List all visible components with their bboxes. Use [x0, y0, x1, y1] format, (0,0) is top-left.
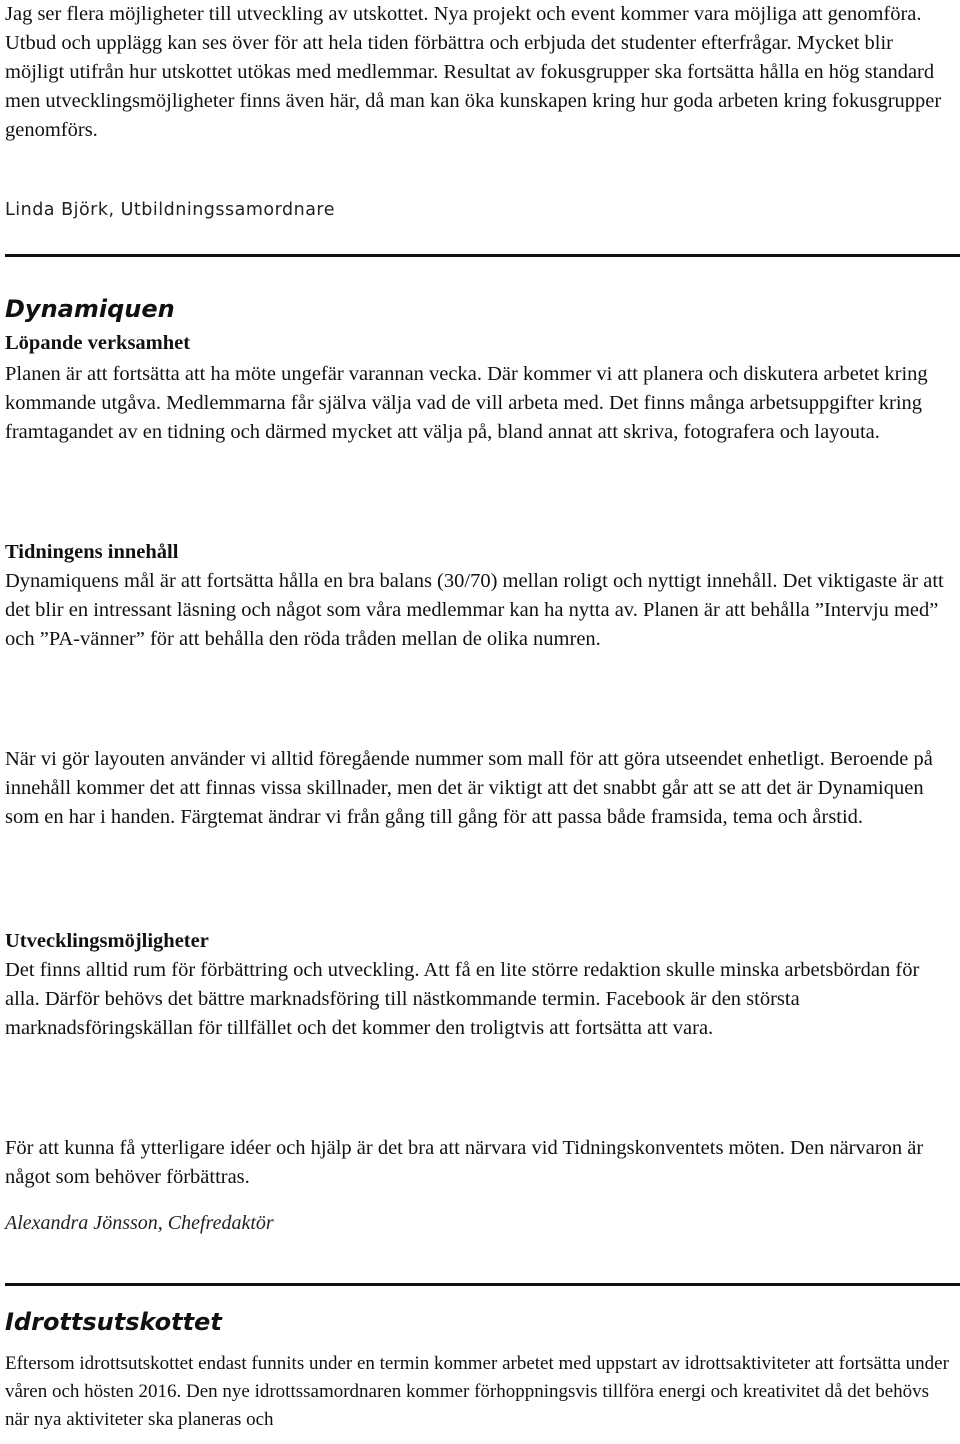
konvent-paragraph: För att kunna få ytterligare idéer och hjälp är det bra att närvara vid Tidningskonventets möten. Den närvaron är något som behöver förbättras. [5, 1137, 924, 1188]
layout-section [5, 745, 955, 832]
subheading-development: Utvecklingsmöjligheter [5, 930, 209, 952]
dynamiquen-signature-block [5, 1209, 955, 1238]
intro-signature-block [5, 196, 955, 225]
intro-section [5, 0, 955, 145]
layout-paragraph: När vi gör layouten använder vi alltid föregående nummer som mall för att göra utseendet enhetligt. Beroende på innehåll kommer det att finnas vissa skillnader, men det är viktigt att det snabbt går att se att det är Dynamiquen som en har i handen. Färgtemat ändrar vi från gång till gång för att passa både framsida, tema och årstid. [5, 748, 933, 828]
idrott-section [5, 1306, 955, 1434]
konvent-section [5, 1134, 955, 1192]
content-section [5, 538, 955, 654]
running-paragraph: Planen är att fortsätta att ha möte ungefär varannan vecka. Där kommer vi att planera och diskutera arbetet kring kommande utgåva. Medlemmarna får själva välja vad de vill arbeta med. Det finns många arbetsuppgifter kring framtagandet av en tidning och därmed mycket att välja på, bland annat att skriva, fotografera och layouta. [5, 363, 928, 443]
dynamiquen-section [5, 293, 955, 447]
content-paragraph: Dynamiquens mål är att fortsätta hålla en bra balans (30/70) mellan roligt och nyttigt innehåll. Det viktigaste är att det blir en intressant läsning och något som våra medlemmar kan ha nytta av. Planen är att behålla ”Intervju med” och ”PA-vänner” för att behålla den röda tråden mellan de olika numren. [5, 570, 944, 650]
development-paragraph: Det finns alltid rum för förbättring och utveckling. Att få en lite större redaktion skulle minska arbetsbördan för alla. Därför behövs det bättre marknadsföring till nästkommande termin. Facebook är den största marknadsföringskällan för tillfället och det kommer den troligtvis att fortsätta att vara. [5, 959, 920, 1039]
intro-paragraph: Jag ser flera möjligheter till utveckling av utskottet. Nya projekt och event kommer vara möjliga att genomföra. Utbud och upplägg kan ses över för att hela tiden förbättra och erbjuda det studenter efterfrågar. Mycket blir möjligt utifrån hur utskottet utökas med medlemmar. Resultat av fokusgrupper ska fortsätta hålla en hög standard men utvecklingsmöjligheter finns även här, då man kan öka kunskapen kring hur goda arbeten kring fokusgrupper genomförs. [5, 3, 942, 141]
subheading-content: Tidningens innehåll [5, 541, 179, 563]
idrott-paragraph: Eftersom idrottsutskottet endast funnits under en termin kommer arbetet med uppstart av idrottsaktiviteter att fortsätta under våren och hösten 2016. Den nye idrottssamordnaren kommer förhoppningsvis tillföra energi och kreativitet då det behövs när nya aktiviteter ska planeras och [5, 1353, 949, 1430]
development-section [5, 927, 955, 1043]
intro-signature: Linda Björk, Utbildningssamordnare [5, 200, 335, 220]
section-title-dynamiquen: Dynamiquen [5, 295, 175, 323]
section-title-idrott: Idrottsutskottet [5, 1308, 222, 1336]
section-divider [5, 254, 960, 257]
dynamiquen-signature: Alexandra Jönsson, Chefredaktör [5, 1212, 274, 1234]
subheading-running: Löpande verksamhet [5, 332, 191, 354]
section-divider-2 [5, 1283, 960, 1286]
